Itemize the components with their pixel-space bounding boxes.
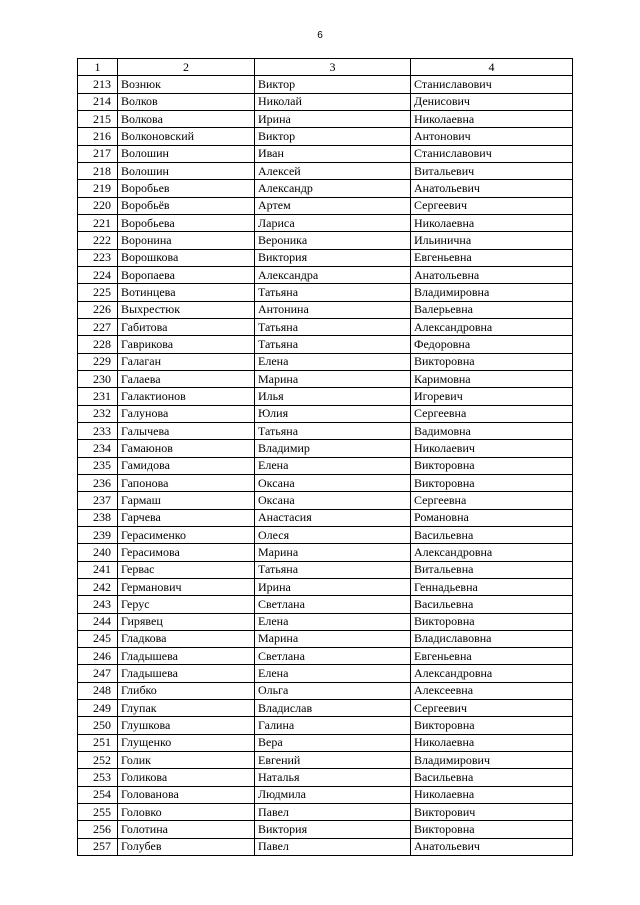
table-row xyxy=(78,492,573,509)
cell-patronymic: Каримовна xyxy=(411,370,573,387)
cell-first-name: Наталья xyxy=(255,769,411,786)
table-header-row xyxy=(78,59,573,76)
cell-first-name: Татьяна xyxy=(255,422,411,439)
table-row xyxy=(78,804,573,821)
cell-surname: Глибко xyxy=(118,682,255,699)
cell-number: 224 xyxy=(78,266,118,283)
cell-number: 229 xyxy=(78,353,118,370)
cell-patronymic: Валерьевна xyxy=(411,301,573,318)
cell-patronymic: Станиславович xyxy=(411,145,573,162)
cell-first-name: Марина xyxy=(255,370,411,387)
cell-first-name: Галина xyxy=(255,717,411,734)
cell-surname: Гарчева xyxy=(118,509,255,526)
cell-surname: Волошин xyxy=(118,162,255,179)
cell-patronymic: Алексеевна xyxy=(411,682,573,699)
cell-first-name: Татьяна xyxy=(255,318,411,335)
cell-surname: Глупак xyxy=(118,700,255,717)
cell-patronymic: Викторовна xyxy=(411,353,573,370)
cell-number: 255 xyxy=(78,804,118,821)
table-row xyxy=(78,93,573,110)
cell-patronymic: Васильевна xyxy=(411,526,573,543)
cell-number: 213 xyxy=(78,76,118,93)
cell-number: 220 xyxy=(78,197,118,214)
cell-patronymic: Сергеевна xyxy=(411,492,573,509)
cell-patronymic: Романовна xyxy=(411,509,573,526)
cell-number: 227 xyxy=(78,318,118,335)
cell-patronymic: Игоревич xyxy=(411,388,573,405)
cell-number: 230 xyxy=(78,370,118,387)
table-row xyxy=(78,752,573,769)
cell-patronymic: Викторовна xyxy=(411,821,573,838)
cell-patronymic: Денисович xyxy=(411,93,573,110)
cell-number: 223 xyxy=(78,249,118,266)
cell-patronymic: Викторовна xyxy=(411,457,573,474)
cell-patronymic: Евгеньевна xyxy=(411,249,573,266)
cell-surname: Воробьев xyxy=(118,180,255,197)
cell-first-name: Ирина xyxy=(255,578,411,595)
cell-number: 215 xyxy=(78,110,118,127)
cell-number: 218 xyxy=(78,162,118,179)
cell-number: 231 xyxy=(78,388,118,405)
cell-surname: Гладышева xyxy=(118,665,255,682)
cell-surname: Галунова xyxy=(118,405,255,422)
table-row xyxy=(78,388,573,405)
cell-patronymic: Васильевна xyxy=(411,596,573,613)
cell-patronymic: Евгеньевна xyxy=(411,648,573,665)
cell-first-name: Александр xyxy=(255,180,411,197)
cell-surname: Гирявец xyxy=(118,613,255,630)
cell-number: 244 xyxy=(78,613,118,630)
cell-first-name: Алексей xyxy=(255,162,411,179)
cell-number: 235 xyxy=(78,457,118,474)
cell-surname: Герасименко xyxy=(118,526,255,543)
table-row xyxy=(78,682,573,699)
cell-patronymic: Викторовна xyxy=(411,717,573,734)
table-row xyxy=(78,596,573,613)
table-row xyxy=(78,232,573,249)
table-row xyxy=(78,769,573,786)
cell-patronymic: Владимирович xyxy=(411,752,573,769)
cell-surname: Воронина xyxy=(118,232,255,249)
cell-first-name: Анастасия xyxy=(255,509,411,526)
cell-first-name: Иван xyxy=(255,145,411,162)
column-header-patronymic: 4 xyxy=(411,59,573,76)
cell-surname: Галаган xyxy=(118,353,255,370)
cell-surname: Голубев xyxy=(118,838,255,855)
cell-number: 216 xyxy=(78,128,118,145)
cell-number: 251 xyxy=(78,734,118,751)
cell-first-name: Елена xyxy=(255,457,411,474)
table-row xyxy=(78,370,573,387)
table-row xyxy=(78,180,573,197)
cell-surname: Гервас xyxy=(118,561,255,578)
cell-number: 245 xyxy=(78,630,118,647)
cell-patronymic: Антонович xyxy=(411,128,573,145)
cell-number: 243 xyxy=(78,596,118,613)
cell-number: 239 xyxy=(78,526,118,543)
table-row xyxy=(78,648,573,665)
cell-first-name: Вера xyxy=(255,734,411,751)
roster-table xyxy=(77,58,573,856)
table-row xyxy=(78,301,573,318)
cell-number: 248 xyxy=(78,682,118,699)
cell-patronymic: Николаевна xyxy=(411,214,573,231)
cell-patronymic: Анатольевич xyxy=(411,838,573,855)
table-row xyxy=(78,786,573,803)
cell-surname: Ворошкова xyxy=(118,249,255,266)
cell-surname: Воробьёв xyxy=(118,197,255,214)
cell-number: 226 xyxy=(78,301,118,318)
cell-first-name: Татьяна xyxy=(255,561,411,578)
cell-surname: Галаева xyxy=(118,370,255,387)
cell-number: 221 xyxy=(78,214,118,231)
cell-first-name: Татьяна xyxy=(255,284,411,301)
cell-surname: Галактионов xyxy=(118,388,255,405)
cell-number: 257 xyxy=(78,838,118,855)
cell-number: 228 xyxy=(78,336,118,353)
table-row xyxy=(78,266,573,283)
cell-first-name: Оксана xyxy=(255,492,411,509)
table-row xyxy=(78,440,573,457)
cell-number: 241 xyxy=(78,561,118,578)
cell-surname: Глушкова xyxy=(118,717,255,734)
cell-patronymic: Николаевич xyxy=(411,440,573,457)
cell-first-name: Юлия xyxy=(255,405,411,422)
table-row xyxy=(78,734,573,751)
cell-first-name: Олеся xyxy=(255,526,411,543)
table-row xyxy=(78,474,573,491)
table-row xyxy=(78,457,573,474)
table-row xyxy=(78,630,573,647)
cell-number: 236 xyxy=(78,474,118,491)
cell-first-name: Елена xyxy=(255,353,411,370)
cell-number: 242 xyxy=(78,578,118,595)
cell-surname: Волков xyxy=(118,93,255,110)
table-row xyxy=(78,561,573,578)
cell-number: 256 xyxy=(78,821,118,838)
cell-surname: Гамидова xyxy=(118,457,255,474)
cell-number: 246 xyxy=(78,648,118,665)
cell-first-name: Людмила xyxy=(255,786,411,803)
table-row xyxy=(78,509,573,526)
cell-first-name: Антонина xyxy=(255,301,411,318)
cell-patronymic: Николаевна xyxy=(411,734,573,751)
cell-patronymic: Федоровна xyxy=(411,336,573,353)
table-row xyxy=(78,162,573,179)
table-row xyxy=(78,526,573,543)
cell-patronymic: Сергеевич xyxy=(411,197,573,214)
cell-patronymic: Васильевна xyxy=(411,769,573,786)
table-row xyxy=(78,544,573,561)
table-row xyxy=(78,613,573,630)
cell-surname: Волошин xyxy=(118,145,255,162)
cell-number: 222 xyxy=(78,232,118,249)
cell-number: 247 xyxy=(78,665,118,682)
cell-surname: Герус xyxy=(118,596,255,613)
cell-first-name: Виктор xyxy=(255,76,411,93)
cell-number: 250 xyxy=(78,717,118,734)
table-row xyxy=(78,353,573,370)
cell-first-name: Ирина xyxy=(255,110,411,127)
cell-patronymic: Владимировна xyxy=(411,284,573,301)
table-row xyxy=(78,717,573,734)
cell-first-name: Светлана xyxy=(255,648,411,665)
cell-number: 225 xyxy=(78,284,118,301)
cell-patronymic: Станиславович xyxy=(411,76,573,93)
cell-patronymic: Геннадьевна xyxy=(411,578,573,595)
table-row xyxy=(78,700,573,717)
cell-first-name: Лариса xyxy=(255,214,411,231)
table-row xyxy=(78,284,573,301)
table-row xyxy=(78,318,573,335)
cell-first-name: Владислав xyxy=(255,700,411,717)
cell-patronymic: Анатольевна xyxy=(411,266,573,283)
cell-number: 238 xyxy=(78,509,118,526)
cell-first-name: Илья xyxy=(255,388,411,405)
cell-first-name: Виктория xyxy=(255,249,411,266)
cell-number: 232 xyxy=(78,405,118,422)
table-row xyxy=(78,336,573,353)
cell-first-name: Оксана xyxy=(255,474,411,491)
table-row xyxy=(78,128,573,145)
cell-surname: Галычева xyxy=(118,422,255,439)
cell-first-name: Артем xyxy=(255,197,411,214)
table-row xyxy=(78,110,573,127)
cell-surname: Голикова xyxy=(118,769,255,786)
column-header-surname: 2 xyxy=(118,59,255,76)
cell-surname: Гладышева xyxy=(118,648,255,665)
table-row xyxy=(78,838,573,855)
table-row xyxy=(78,76,573,93)
cell-number: 234 xyxy=(78,440,118,457)
cell-surname: Вознюк xyxy=(118,76,255,93)
cell-first-name: Виктория xyxy=(255,821,411,838)
cell-first-name: Павел xyxy=(255,838,411,855)
cell-number: 252 xyxy=(78,752,118,769)
cell-patronymic: Викторович xyxy=(411,804,573,821)
cell-surname: Воробьева xyxy=(118,214,255,231)
table-row xyxy=(78,821,573,838)
table-row xyxy=(78,665,573,682)
cell-first-name: Марина xyxy=(255,544,411,561)
table-row xyxy=(78,405,573,422)
cell-surname: Гармаш xyxy=(118,492,255,509)
table-row xyxy=(78,197,573,214)
cell-first-name: Евгений xyxy=(255,752,411,769)
cell-surname: Гаврикова xyxy=(118,336,255,353)
page-number: 6 xyxy=(317,30,323,41)
cell-surname: Волконовский xyxy=(118,128,255,145)
column-header-number: 1 xyxy=(78,59,118,76)
cell-surname: Голик xyxy=(118,752,255,769)
cell-patronymic: Николаевна xyxy=(411,786,573,803)
cell-patronymic: Анатольевич xyxy=(411,180,573,197)
cell-patronymic: Владиславовна xyxy=(411,630,573,647)
cell-number: 237 xyxy=(78,492,118,509)
table-row xyxy=(78,422,573,439)
cell-number: 249 xyxy=(78,700,118,717)
cell-first-name: Татьяна xyxy=(255,336,411,353)
cell-number: 253 xyxy=(78,769,118,786)
cell-patronymic: Александровна xyxy=(411,665,573,682)
cell-patronymic: Викторовна xyxy=(411,474,573,491)
cell-surname: Гамаюнов xyxy=(118,440,255,457)
cell-first-name: Марина xyxy=(255,630,411,647)
cell-patronymic: Николаевна xyxy=(411,110,573,127)
cell-patronymic: Александровна xyxy=(411,544,573,561)
cell-patronymic: Витальевич xyxy=(411,162,573,179)
cell-patronymic: Сергеевна xyxy=(411,405,573,422)
cell-patronymic: Вадимовна xyxy=(411,422,573,439)
cell-first-name: Павел xyxy=(255,804,411,821)
table-row xyxy=(78,145,573,162)
cell-surname: Глущенко xyxy=(118,734,255,751)
cell-first-name: Ольга xyxy=(255,682,411,699)
cell-number: 217 xyxy=(78,145,118,162)
cell-first-name: Светлана xyxy=(255,596,411,613)
cell-patronymic: Сергеевич xyxy=(411,700,573,717)
cell-surname: Вотинцева xyxy=(118,284,255,301)
cell-patronymic: Витальевна xyxy=(411,561,573,578)
table-row xyxy=(78,214,573,231)
cell-surname: Головко xyxy=(118,804,255,821)
cell-surname: Голованова xyxy=(118,786,255,803)
cell-number: 219 xyxy=(78,180,118,197)
cell-surname: Выхрестюк xyxy=(118,301,255,318)
cell-first-name: Николай xyxy=(255,93,411,110)
cell-patronymic: Александровна xyxy=(411,318,573,335)
cell-surname: Волкова xyxy=(118,110,255,127)
cell-surname: Голотина xyxy=(118,821,255,838)
cell-number: 254 xyxy=(78,786,118,803)
cell-surname: Воропаева xyxy=(118,266,255,283)
cell-first-name: Елена xyxy=(255,613,411,630)
cell-surname: Гладкова xyxy=(118,630,255,647)
cell-first-name: Вероника xyxy=(255,232,411,249)
cell-first-name: Виктор xyxy=(255,128,411,145)
table-row xyxy=(78,578,573,595)
table-body xyxy=(78,76,573,856)
cell-surname: Габитова xyxy=(118,318,255,335)
cell-patronymic: Ильинична xyxy=(411,232,573,249)
cell-first-name: Елена xyxy=(255,665,411,682)
cell-number: 233 xyxy=(78,422,118,439)
cell-surname: Герасимова xyxy=(118,544,255,561)
cell-first-name: Владимир xyxy=(255,440,411,457)
cell-surname: Гапонова xyxy=(118,474,255,491)
cell-number: 240 xyxy=(78,544,118,561)
column-header-first-name: 3 xyxy=(255,59,411,76)
cell-patronymic: Викторовна xyxy=(411,613,573,630)
cell-number: 214 xyxy=(78,93,118,110)
cell-first-name: Александра xyxy=(255,266,411,283)
table-row xyxy=(78,249,573,266)
cell-surname: Германович xyxy=(118,578,255,595)
